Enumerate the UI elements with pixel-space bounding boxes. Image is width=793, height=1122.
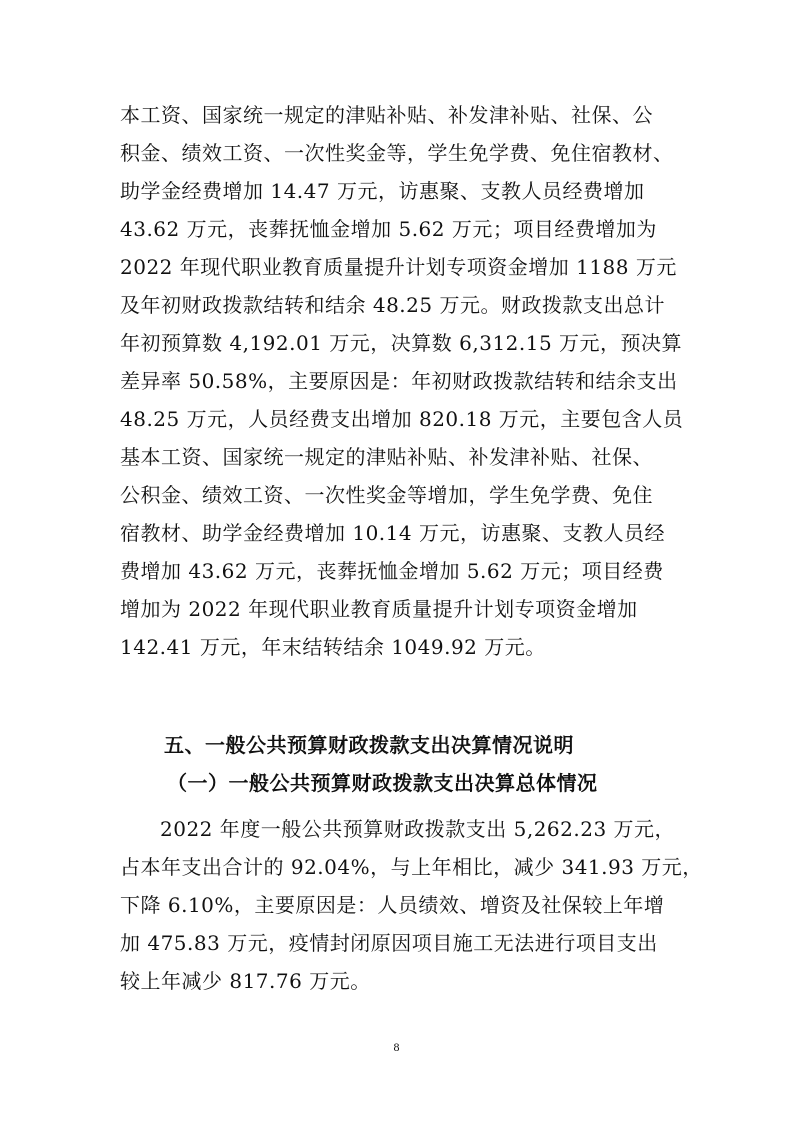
- text-line: 加 475.83 万元，疫情封闭原因项目施工无法进行项目支出: [120, 931, 658, 955]
- text-line: 增加为 2022 年现代职业教育质量提升计划专项资金增加: [120, 597, 638, 621]
- text-line: 差异率 50.58%，主要原因是：年初财政拨款结转和结余支出: [120, 369, 678, 393]
- section-heading: 五、一般公共预算财政拨款支出决算情况说明: [164, 733, 574, 757]
- text-line: 43.62 万元，丧葬抚恤金增加 5.62 万元；项目经费增加为: [120, 217, 657, 241]
- text-line: 公积金、绩效工资、一次性奖金等增加，学生免学费、免住: [120, 483, 653, 507]
- text-line: 费增加 43.62 万元，丧葬抚恤金增加 5.62 万元；项目经费: [120, 559, 664, 583]
- text-line: 48.25 万元，人员经费支出增加 820.18 万元，主要包含人员: [120, 407, 684, 431]
- text-line: 占本年支出合计的 92.04%，与上年相比，减少 341.93 万元，: [120, 855, 703, 879]
- text-line: 142.41 万元，年末结转结余 1049.92 万元。: [120, 635, 546, 659]
- subsection-heading: （一）一般公共预算财政拨款支出决算总体情况: [167, 771, 598, 795]
- text-line: 及年初财政拨款结转和结余 48.25 万元。财政拨款支出总计: [120, 293, 665, 317]
- text-line: 下降 6.10%，主要原因是：人员绩效、增资及社保较上年增: [120, 893, 665, 917]
- text-line: 年初预算数 4,192.01 万元，决算数 6,312.15 万元，预决算: [120, 331, 683, 355]
- text-line: 较上年减少 817.76 万元。: [120, 969, 371, 993]
- paragraph-overall: [120, 810, 703, 1000]
- text-line: 基本工资、国家统一规定的津贴补贴、补发津补贴、社保、: [120, 445, 653, 469]
- text-line: 本工资、国家统一规定的津贴补贴、补发津补贴、社保、公: [120, 103, 653, 127]
- text-line: 积金、绩效工资、一次性奖金等，学生免学费、免住宿教材、: [120, 141, 674, 165]
- text-line: 2022 年现代职业教育质量提升计划专项资金增加 1188 万元: [120, 255, 677, 279]
- text-line: 助学金经费增加 14.47 万元，访惠聚、支教人员经费增加: [120, 179, 645, 203]
- page-number: 8: [393, 1040, 400, 1054]
- text-line: 2022 年度一般公共预算财政拨款支出 5,262.23 万元，: [160, 817, 676, 841]
- paragraph-continued: [120, 96, 684, 666]
- text-line: 宿教材、助学金经费增加 10.14 万元，访惠聚、支教人员经: [120, 521, 665, 545]
